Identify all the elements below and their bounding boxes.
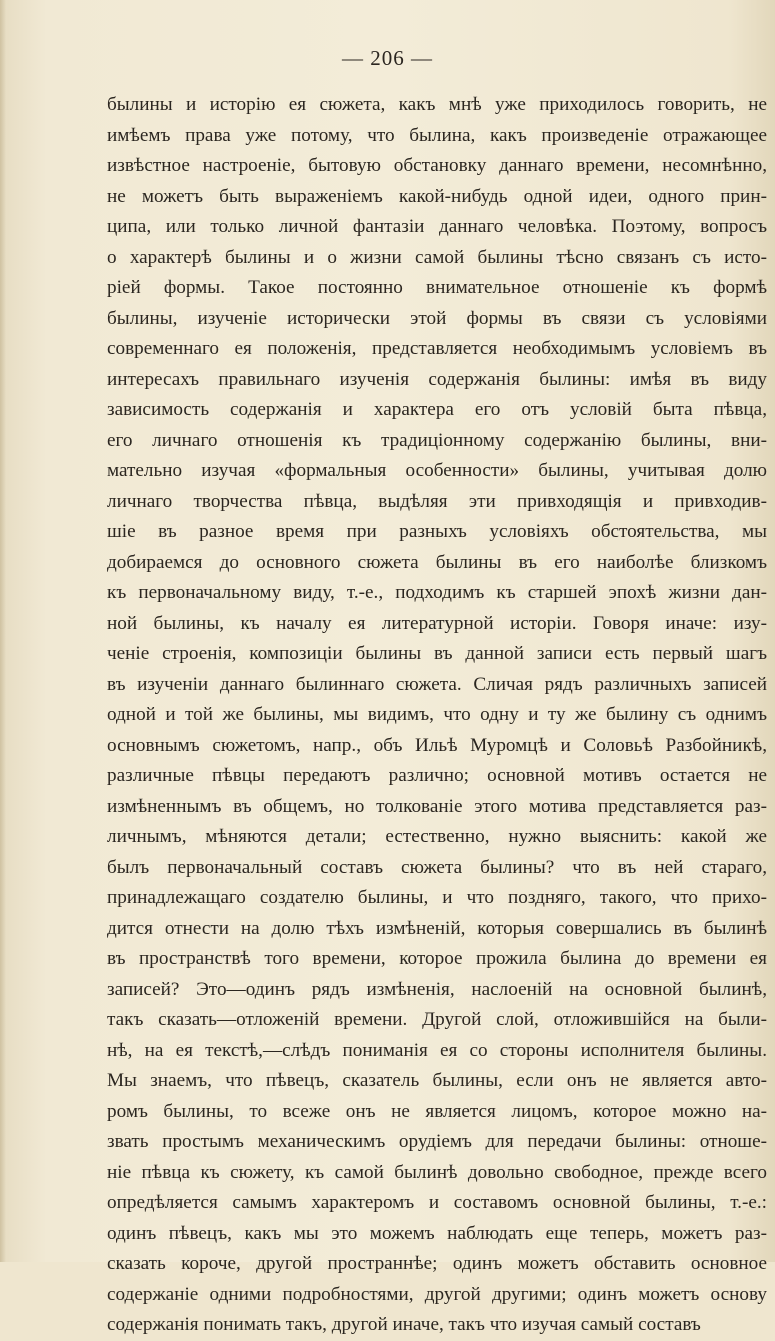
- text-line: нѣ, на ея текстѣ,—слѣдъ пониманія ея со стороны исполнителя былины.: [107, 1039, 767, 1061]
- text-line: различные пѣвцы передаютъ различно; основной мотивъ остается не: [107, 765, 767, 786]
- text-line: имѣемъ права уже потому, что былина, какъ произведеніе отражающее: [107, 124, 767, 146]
- text-line: его личнаго отношенія къ традиціонному содержанію былины, вни-: [107, 429, 767, 451]
- text-line: шіе въ разное время при разныхъ условіяхъ обстоятельства, мы: [107, 521, 767, 542]
- text-line: ченіе строенія, композиціи былины въ данной записи есть первый шагъ: [107, 643, 767, 664]
- text-line: ципа, или только личной фантазіи даннаго человѣка. Поэтому, вопросъ: [107, 216, 767, 237]
- text-line: содержанія понимать такъ, другой иначе, такъ что изучая самый составъ: [107, 1314, 701, 1335]
- text-line: ніе пѣвца къ сюжету, къ самой былинѣ довольно свободное, прежде всего: [107, 1161, 767, 1183]
- text-line: не можетъ быть выраженіемъ какой-нибудь одной идеи, одного прин-: [107, 185, 767, 207]
- text-line: дится отнести на долю тѣхъ измѣненій, которыя совершались въ былинѣ: [107, 917, 767, 939]
- text-line: ромъ былины, то всеже онъ не является лицомъ, которое можно на-: [107, 1100, 767, 1122]
- text-line: ріей формы. Такое постоянно внимательное отношеніе къ формѣ: [107, 277, 767, 298]
- text-line: извѣстное настроеніе, бытовую обстановку даннаго времени, несомнѣнно,: [107, 155, 767, 176]
- text-line: личнымъ, мѣняются детали; естественно, нужно выяснить: какой же: [107, 826, 767, 847]
- text-line: такъ сказать—отложеній времени. Другой слой, отложившійся на были-: [107, 1009, 767, 1030]
- text-line: добираемся до основного сюжета былины въ его наиболѣе близкомъ: [107, 551, 767, 573]
- text-line: принадлежащаго создателю былины, и что поздняго, такого, что прихо-: [107, 887, 767, 908]
- text-line: мательно изучая «формальныя особенности» былины, учитывая долю: [107, 460, 767, 481]
- text-line: основнымъ сюжетомъ, напр., объ Ильѣ Муромцѣ и Соловьѣ Разбойникѣ,: [107, 734, 767, 756]
- text-line: одной и той же былины, мы видимъ, что одну и ту же былину съ однимъ: [107, 704, 767, 725]
- text-line: въ изученіи даннаго былиннаго сюжета. Сличая рядъ различныхъ записей: [107, 673, 767, 695]
- text-line: къ первоначальному виду, т.-е., подходимъ къ старшей эпохѣ жизни дан-: [107, 582, 767, 603]
- text-line: содержаніе одними подробностями, другой другими; одинъ можетъ основу: [107, 1283, 767, 1305]
- text-line: интересахъ правильнаго изученія содержанія былины: имѣя въ виду: [107, 368, 767, 390]
- text-line: личнаго творчества пѣвца, выдѣляя эти привходящія и привходив-: [107, 490, 767, 512]
- text-line: былины и исторію ея сюжета, какъ мнѣ уже приходилось говорить, не: [107, 94, 767, 115]
- page-number: — 206 —: [342, 46, 433, 70]
- text-line: о характерѣ былины и о жизни самой былины тѣсно связанъ съ исто-: [107, 246, 767, 268]
- text-line: измѣненнымъ въ общемъ, но толкованіе этого мотива представляется раз-: [107, 795, 767, 817]
- text-line: записей? Это—одинъ рядъ измѣненія, наслоеній на основной былинѣ,: [107, 978, 767, 1000]
- text-line: былины, изученіе исторически этой формы въ связи съ условіями: [107, 307, 767, 329]
- text-line: въ пространствѣ того времени, которое прожила былина до времени ея: [107, 948, 767, 969]
- text-line: былъ первоначальный составъ сюжета былины? что въ ней стараго,: [107, 856, 767, 878]
- text-line: одинъ пѣвецъ, какъ мы это можемъ наблюдать еще теперь, можетъ раз-: [107, 1222, 767, 1244]
- text-line: Мы знаемъ, что пѣвецъ, сказатель былины, если онъ не является авто-: [107, 1070, 767, 1091]
- text-line: современнаго ея положенія, представляется необходимымъ условіемъ въ: [107, 338, 767, 359]
- text-line: ной былины, къ началу ея литературной исторіи. Говоря иначе: изу-: [107, 612, 767, 634]
- text-line: зависимость содержанія и характера его отъ условій быта пѣвца,: [107, 399, 767, 420]
- text-line: звать простымъ механическимъ орудіемъ для передачи былины: отноше-: [107, 1131, 767, 1152]
- text-line: сказать короче, другой пространнѣе; одинъ можетъ обставить основное: [107, 1253, 767, 1274]
- page-text: [107, 90, 767, 1341]
- page-gutter-shadow: [0, 0, 6, 1262]
- text-line: опредѣляется самымъ характеромъ и составомъ основной былины, т.-е.:: [107, 1192, 767, 1213]
